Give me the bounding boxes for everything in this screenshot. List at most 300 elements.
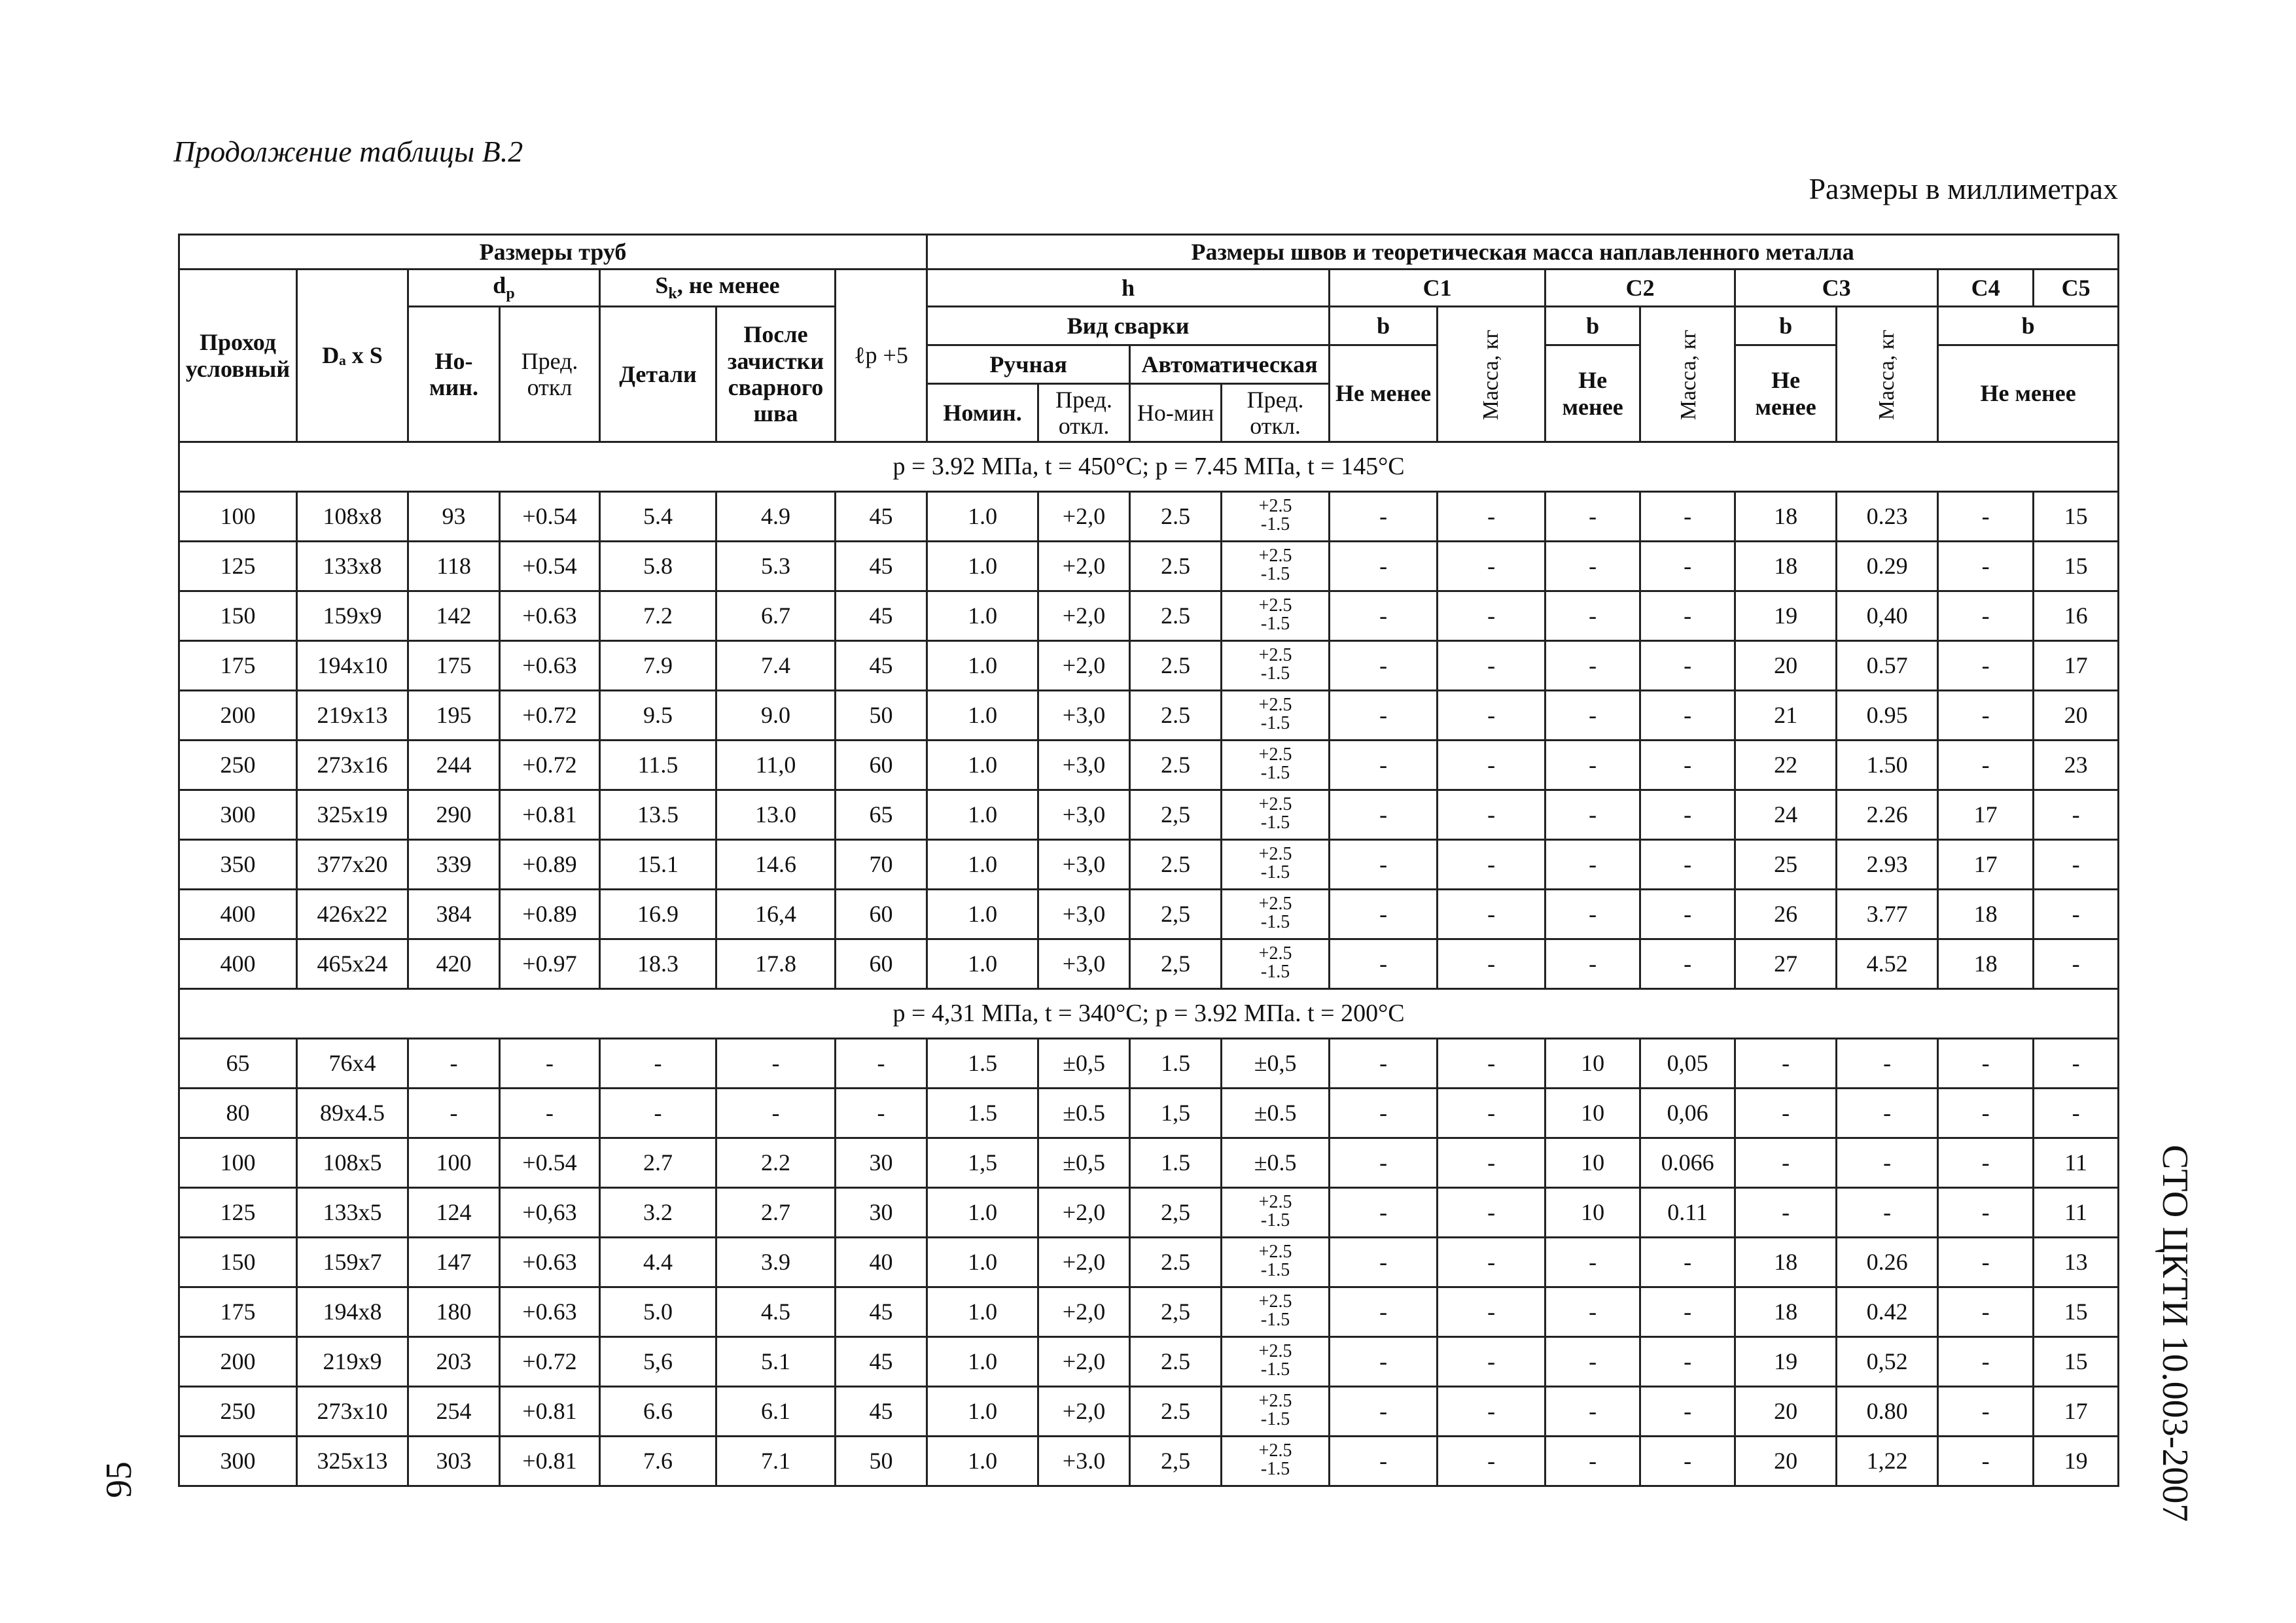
table-cell: - [1545, 1238, 1640, 1287]
table-cell: 1.0 [927, 790, 1038, 840]
table-cell: - [1938, 1337, 2034, 1387]
table-cell: +2,0 [1038, 1287, 1130, 1337]
table-cell: - [1438, 890, 1545, 939]
header-details: Детали [600, 307, 716, 442]
table-cell: 0.066 [1640, 1138, 1735, 1188]
table-cell: 1.0 [927, 542, 1038, 591]
table-cell: +2,0 [1038, 1387, 1130, 1437]
table-cell: ±0,5 [1038, 1039, 1130, 1089]
table-cell: - [1330, 840, 1438, 890]
table-cell: - [500, 1039, 600, 1089]
table-cell: 0.80 [1837, 1387, 1938, 1437]
table-cell: 0.42 [1837, 1287, 1938, 1337]
header-c1-ne-menee: Не менее [1330, 345, 1438, 442]
table-cell: 60 [836, 741, 927, 790]
table-cell: 11,0 [716, 741, 836, 790]
table-cell: - [1330, 790, 1438, 840]
table-cell: 384 [408, 890, 500, 939]
table-cell: +2.5 -1.5 [1222, 741, 1330, 790]
table-cell: - [1938, 1287, 2034, 1337]
table-cell: 1.0 [927, 1337, 1038, 1387]
table-cell: 124 [408, 1188, 500, 1238]
table-cell: - [1640, 492, 1735, 542]
table-cell: 339 [408, 840, 500, 890]
table-row [179, 691, 2119, 741]
table-row [179, 1039, 2119, 1089]
table-row [179, 1238, 2119, 1287]
header-dp: $d_р$ [408, 270, 600, 307]
header-pred-otkl: Пред. откл [500, 307, 600, 442]
table-cell: 250 [179, 1387, 297, 1437]
table-cell: +2.5 -1.5 [1222, 1437, 1330, 1486]
table-cell: 1.0 [927, 591, 1038, 641]
table-cell: +3,0 [1038, 840, 1130, 890]
table-cell: 45 [836, 1337, 927, 1387]
table-cell: 7.6 [600, 1437, 716, 1486]
table-cell: - [1938, 1238, 2034, 1287]
table-cell: - [1545, 790, 1640, 840]
table-cell: +0.63 [500, 591, 600, 641]
table-cell: - [2034, 1039, 2119, 1089]
table-cell: +3.0 [1038, 1437, 1130, 1486]
table-cell: 0,05 [1640, 1039, 1735, 1089]
table-cell: - [1330, 1337, 1438, 1387]
table-cell: 45 [836, 492, 927, 542]
table-cell: 45 [836, 1287, 927, 1337]
table-cell: 1.0 [927, 1238, 1038, 1287]
header-c4: C4 [1938, 270, 2034, 307]
table-cell: - [1837, 1039, 1938, 1089]
table-cell: 100 [179, 492, 297, 542]
table-cell: 2,5 [1130, 939, 1222, 989]
table-cell: 133x5 [297, 1188, 408, 1238]
table-cell: 17 [1938, 840, 2034, 890]
table-cell: +0.54 [500, 492, 600, 542]
table-row [179, 1138, 2119, 1188]
table-cell: 200 [179, 691, 297, 741]
table-cell: +0.54 [500, 1138, 600, 1188]
table-cell: - [1545, 939, 1640, 989]
header-c3-mass: Масса, кг [1837, 307, 1938, 442]
header-auto-pred: Пред. откл. [1222, 384, 1330, 442]
table-cell: 1.0 [927, 691, 1038, 741]
table-cell: - [1438, 1138, 1545, 1188]
table-cell: +0,63 [500, 1188, 600, 1238]
table-cell: 150 [179, 591, 297, 641]
table-cell: - [1938, 741, 2034, 790]
table-cell: - [408, 1039, 500, 1089]
table-cell: 5.1 [716, 1337, 836, 1387]
data-table [178, 234, 2119, 1487]
table-cell: 18.3 [600, 939, 716, 989]
table-cell: 20 [1735, 1387, 1837, 1437]
table-row [179, 840, 2119, 890]
header-c2-mass: Масса, кг [1640, 307, 1735, 442]
table-header [179, 235, 2119, 442]
table-cell: 2.5 [1130, 1387, 1222, 1437]
table-cell: - [1330, 890, 1438, 939]
table-cell: 2.5 [1130, 1238, 1222, 1287]
table-cell: 5.8 [600, 542, 716, 591]
section-title: р = 4,31 МПа, t = 340°С; р = 3.92 МПа. t = 200°С [179, 989, 2119, 1039]
table-cell: 426x22 [297, 890, 408, 939]
table-cell: - [1330, 542, 1438, 591]
table-row [179, 1387, 2119, 1437]
table-cell: - [1545, 1337, 1640, 1387]
table-cell: 21 [1735, 691, 1837, 741]
table-cell: +0.63 [500, 641, 600, 691]
table-cell: +2,0 [1038, 542, 1130, 591]
table-cell: 19 [1735, 1337, 1837, 1387]
table-cell: - [1735, 1188, 1837, 1238]
table-cell: 3.2 [600, 1188, 716, 1238]
table-cell: - [1545, 840, 1640, 890]
table-cell: - [1640, 1437, 1735, 1486]
table-cell: - [600, 1039, 716, 1089]
table-cell: - [1640, 790, 1735, 840]
table-cell: 5,6 [600, 1337, 716, 1387]
table-cell: - [1938, 1138, 2034, 1188]
table-cell: - [1330, 1039, 1438, 1089]
table-cell: +2,0 [1038, 1337, 1130, 1387]
table-cell: 0.23 [1837, 492, 1938, 542]
table-cell: - [1545, 691, 1640, 741]
table-cell: - [1438, 1188, 1545, 1238]
table-cell: 10 [1545, 1188, 1640, 1238]
table-cell: 142 [408, 591, 500, 641]
table-cell: 175 [408, 641, 500, 691]
table-cell: 250 [179, 741, 297, 790]
table-cell: 17 [1938, 790, 2034, 840]
table-cell: - [2034, 939, 2119, 989]
table-cell: 10 [1545, 1089, 1640, 1138]
table-cell: - [1640, 542, 1735, 591]
table-cell: +0.72 [500, 741, 600, 790]
table-cell: - [1640, 591, 1735, 641]
table-row [179, 492, 2119, 542]
header-sk: $S_k$, не менее [600, 270, 836, 307]
table-row [179, 1437, 2119, 1486]
table-cell: - [1545, 591, 1640, 641]
table-cell: - [1330, 691, 1438, 741]
table-cell: 18 [1735, 1287, 1837, 1337]
table-cell: 2.5 [1130, 542, 1222, 591]
table-cell: 70 [836, 840, 927, 890]
table-cell: 17.8 [716, 939, 836, 989]
table-cell: 1.50 [1837, 741, 1938, 790]
table-cell: - [1938, 641, 2034, 691]
table-row [179, 641, 2119, 691]
table-cell: - [2034, 1089, 2119, 1138]
table-cell: 5.3 [716, 542, 836, 591]
table-cell: 17 [2034, 641, 2119, 691]
table-cell: - [1640, 741, 1735, 790]
header-c1-mass: Масса, кг [1438, 307, 1545, 442]
table-cell: 19 [1735, 591, 1837, 641]
table-cell: 100 [179, 1138, 297, 1188]
table-cell: 4.4 [600, 1238, 716, 1287]
table-cell: 65 [179, 1039, 297, 1089]
data-table-wrapper [178, 234, 2117, 1487]
table-cell: 0.11 [1640, 1188, 1735, 1238]
header-manual-pred: Пред. откл. [1038, 384, 1130, 442]
table-cell: 16,4 [716, 890, 836, 939]
table-cell: +3,0 [1038, 691, 1130, 741]
table-cell: 1,5 [927, 1138, 1038, 1188]
table-cell: 194x8 [297, 1287, 408, 1337]
table-cell: - [1837, 1089, 1938, 1138]
table-cell: 108x8 [297, 492, 408, 542]
table-cell: 2.5 [1130, 741, 1222, 790]
table-row [179, 591, 2119, 641]
header-seam-sizes: Размеры швов и теоретическая масса наплавленного металла [927, 235, 2119, 270]
table-cell: 219x13 [297, 691, 408, 741]
table-cell: +2.5 -1.5 [1222, 1387, 1330, 1437]
table-cell: 377x20 [297, 840, 408, 890]
table-cell: - [1330, 741, 1438, 790]
table-cell: 10 [1545, 1039, 1640, 1089]
table-cell: - [716, 1039, 836, 1089]
table-cell: - [600, 1089, 716, 1138]
table-cell: 14.6 [716, 840, 836, 890]
header-manual: Ручная [927, 345, 1130, 384]
table-cell: +0.89 [500, 890, 600, 939]
table-cell: 93 [408, 492, 500, 542]
table-cell: 9.5 [600, 691, 716, 741]
table-cell: - [1545, 890, 1640, 939]
table-cell: - [1938, 1387, 2034, 1437]
table-cell: +2.5 -1.5 [1222, 492, 1330, 542]
header-c5: C5 [2034, 270, 2119, 307]
table-cell: - [1640, 691, 1735, 741]
table-cell: - [1438, 542, 1545, 591]
table-cell: 16 [2034, 591, 2119, 641]
table-cell: ±0.5 [1222, 1138, 1330, 1188]
table-cell: 7.4 [716, 641, 836, 691]
table-cell: 65 [836, 790, 927, 840]
table-cell: 60 [836, 939, 927, 989]
table-cell: 194x10 [297, 641, 408, 691]
table-cell: 300 [179, 1437, 297, 1486]
table-cell: 5.0 [600, 1287, 716, 1337]
table-cell: 273x10 [297, 1387, 408, 1437]
table-cell: 350 [179, 840, 297, 890]
table-cell: 6.6 [600, 1387, 716, 1437]
table-cell: 1.0 [927, 1287, 1038, 1337]
table-cell: - [1640, 840, 1735, 890]
table-cell: 254 [408, 1387, 500, 1437]
header-pipe-sizes: Размеры труб [179, 235, 927, 270]
table-cell: - [1438, 939, 1545, 989]
table-cell: 100 [408, 1138, 500, 1188]
table-cell: +0.97 [500, 939, 600, 989]
table-cell: - [1330, 591, 1438, 641]
table-cell: 4.5 [716, 1287, 836, 1337]
table-cell: +2.5 -1.5 [1222, 1337, 1330, 1387]
table-cell: ±0.5 [1038, 1089, 1130, 1138]
table-cell: 1.5 [1130, 1039, 1222, 1089]
table-cell: - [1545, 542, 1640, 591]
table-cell: 1.0 [927, 939, 1038, 989]
table-cell: +0.81 [500, 790, 600, 840]
table-cell: 400 [179, 939, 297, 989]
table-cell: +2.5 -1.5 [1222, 840, 1330, 890]
table-cell: - [1735, 1039, 1837, 1089]
table-cell: +2,0 [1038, 1238, 1130, 1287]
table-cell: +2.5 -1.5 [1222, 641, 1330, 691]
header-c2-ne-menee: Не менее [1545, 345, 1640, 442]
table-cell: - [1640, 1337, 1735, 1387]
table-cell: 195 [408, 691, 500, 741]
table-cell: 108x5 [297, 1138, 408, 1188]
table-cell: - [1640, 641, 1735, 691]
table-cell: 45 [836, 641, 927, 691]
header-c3: C3 [1735, 270, 1938, 307]
table-cell: 1.0 [927, 492, 1038, 542]
table-cell: 150 [179, 1238, 297, 1287]
table-cell: - [1545, 741, 1640, 790]
table-cell: 1,22 [1837, 1437, 1938, 1486]
table-cell: 219x9 [297, 1337, 408, 1387]
table-row [179, 1089, 2119, 1138]
table-cell: 244 [408, 741, 500, 790]
table-cell: 0.26 [1837, 1238, 1938, 1287]
table-cell: +0.81 [500, 1387, 600, 1437]
header-auto-nomin: Но-мин [1130, 384, 1222, 442]
header-auto: Автоматическая [1130, 345, 1330, 384]
table-cell: - [1330, 1238, 1438, 1287]
table-cell: - [1330, 1287, 1438, 1337]
table-cell: 2.7 [600, 1138, 716, 1188]
table-cell: +0.89 [500, 840, 600, 890]
table-cell: - [1330, 492, 1438, 542]
table-row [179, 741, 2119, 790]
header-nomin: Но-мин. [408, 307, 500, 442]
table-cell: 2.5 [1130, 492, 1222, 542]
header-c45-b: b [1938, 307, 2119, 345]
table-cell: 159x9 [297, 591, 408, 641]
table-cell: - [1438, 591, 1545, 641]
table-cell: 11 [2034, 1188, 2119, 1238]
table-cell: 203 [408, 1337, 500, 1387]
section-title: р = 3.92 МПа, t = 450°С; р = 7.45 МПа, t = 145°С [179, 442, 2119, 492]
table-cell: 20 [1735, 1437, 1837, 1486]
table-cell: 2.5 [1130, 591, 1222, 641]
table-cell: 2.5 [1130, 641, 1222, 691]
table-row [179, 790, 2119, 840]
table-cell: +2.5 -1.5 [1222, 591, 1330, 641]
table-cell: 273x16 [297, 741, 408, 790]
table-cell: - [1438, 741, 1545, 790]
table-cell: 40 [836, 1238, 927, 1287]
header-manual-nomin: Номин. [927, 384, 1038, 442]
table-cell: 125 [179, 542, 297, 591]
table-cell: 125 [179, 1188, 297, 1238]
table-cell: 325x13 [297, 1437, 408, 1486]
table-cell: 30 [836, 1188, 927, 1238]
table-cell: - [1545, 641, 1640, 691]
table-cell: 80 [179, 1089, 297, 1138]
table-cell: - [2034, 840, 2119, 890]
table-cell: - [1330, 1138, 1438, 1188]
table-cell: 303 [408, 1437, 500, 1486]
table-cell: - [1640, 1387, 1735, 1437]
table-cell: - [1545, 1437, 1640, 1486]
table-cell: 25 [1735, 840, 1837, 890]
table-cell: 4.9 [716, 492, 836, 542]
table-cell: 300 [179, 790, 297, 840]
table-cell: 1.0 [927, 890, 1038, 939]
table-cell: 175 [179, 641, 297, 691]
table-cell: 1.0 [927, 1437, 1038, 1486]
table-cell: 2,5 [1130, 1188, 1222, 1238]
table-caption: Продолжение таблицы В.2 [173, 135, 523, 168]
table-cell: +3,0 [1038, 741, 1130, 790]
table-cell: - [1735, 1138, 1837, 1188]
table-cell: +2,0 [1038, 641, 1130, 691]
table-cell: 20 [2034, 691, 2119, 741]
table-cell: - [500, 1089, 600, 1138]
table-cell: +0.72 [500, 691, 600, 741]
table-cell: - [1330, 1188, 1438, 1238]
table-cell: 0,06 [1640, 1089, 1735, 1138]
table-cell: +3,0 [1038, 939, 1130, 989]
table-cell: 147 [408, 1238, 500, 1287]
table-cell: 7.9 [600, 641, 716, 691]
table-cell: - [1938, 1089, 2034, 1138]
table-cell: 118 [408, 542, 500, 591]
table-cell: 0.95 [1837, 691, 1938, 741]
table-cell: +2.5 -1.5 [1222, 790, 1330, 840]
table-cell: 175 [179, 1287, 297, 1337]
table-cell: +2.5 -1.5 [1222, 1287, 1330, 1337]
table-cell: 27 [1735, 939, 1837, 989]
table-cell: 7.1 [716, 1437, 836, 1486]
header-c3-ne-menee: Не менее [1735, 345, 1837, 442]
table-cell: - [1545, 492, 1640, 542]
table-row [179, 542, 2119, 591]
table-cell: 26 [1735, 890, 1837, 939]
table-cell: 2.93 [1837, 840, 1938, 890]
table-cell: 0.57 [1837, 641, 1938, 691]
table-cell: 11.5 [600, 741, 716, 790]
table-cell: 2.5 [1130, 691, 1222, 741]
header-lp: ℓр +5 [836, 270, 927, 442]
table-cell: - [1640, 890, 1735, 939]
table-cell: 13 [2034, 1238, 2119, 1287]
table-cell: 18 [1735, 1238, 1837, 1287]
table-cell: - [1938, 492, 2034, 542]
table-cell: 5.4 [600, 492, 716, 542]
table-cell: - [836, 1089, 927, 1138]
table-cell: 400 [179, 890, 297, 939]
table-cell: 20 [1735, 641, 1837, 691]
table-cell: 13.5 [600, 790, 716, 840]
table-cell: - [1640, 939, 1735, 989]
table-cell: 2.7 [716, 1188, 836, 1238]
table-cell: ±0,5 [1038, 1138, 1130, 1188]
table-cell: - [1640, 1287, 1735, 1337]
table-cell: 30 [836, 1138, 927, 1188]
table-cell: 19 [2034, 1437, 2119, 1486]
table-cell: 13.0 [716, 790, 836, 840]
table-cell: - [2034, 890, 2119, 939]
table-cell: 0.29 [1837, 542, 1938, 591]
table-cell: - [1438, 1039, 1545, 1089]
table-cell: +3,0 [1038, 890, 1130, 939]
table-cell: - [1330, 1387, 1438, 1437]
units-note: Размеры в миллиметрах [1809, 172, 2118, 205]
